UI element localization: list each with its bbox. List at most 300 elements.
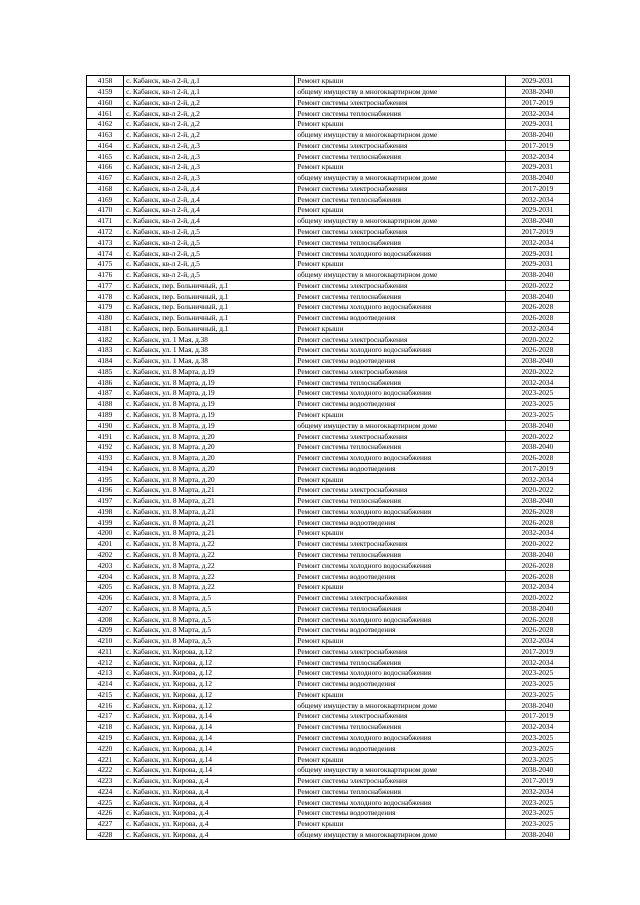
period-cell: 2026-2028 [505, 302, 569, 313]
period-cell: 2017-2019 [505, 183, 569, 194]
address-cell: с. Кабанск, кв-л 2-й, д.2 [124, 97, 295, 108]
row-number-cell: 4220 [87, 743, 124, 754]
table-row [87, 323, 570, 334]
row-number-cell: 4217 [87, 711, 124, 722]
work-type-cell: Ремонт крыши [295, 689, 505, 700]
work-type-cell: Ремонт системы холодного водоснабжения [295, 560, 505, 571]
row-number-cell: 4201 [87, 538, 124, 549]
period-cell: 2038-2040 [505, 215, 569, 226]
row-number-cell: 4189 [87, 409, 124, 420]
period-cell: 2020-2022 [505, 334, 569, 345]
table-row [87, 388, 570, 399]
table-row [87, 506, 570, 517]
address-cell: с. Кабанск, ул. 8 Марта, д.19 [124, 366, 295, 377]
period-cell: 2038-2040 [505, 829, 569, 840]
period-cell: 2032-2034 [505, 108, 569, 119]
table-row [87, 248, 570, 259]
period-cell: 2017-2019 [505, 97, 569, 108]
table-row [87, 635, 570, 646]
work-type-cell: общему имуществу в многоквартирном доме [295, 829, 505, 840]
work-type-cell: Ремонт крыши [295, 76, 505, 87]
row-number-cell: 4166 [87, 162, 124, 173]
table-row [87, 592, 570, 603]
table-row [87, 732, 570, 743]
period-cell: 2023-2025 [505, 818, 569, 829]
address-cell: с. Кабанск, ул. Кирова, д.4 [124, 775, 295, 786]
row-number-cell: 4208 [87, 614, 124, 625]
period-cell: 2038-2040 [505, 442, 569, 453]
address-cell: с. Кабанск, кв-л 2-й, д.5 [124, 237, 295, 248]
table-row [87, 312, 570, 323]
period-cell: 2038-2040 [505, 495, 569, 506]
table-row [87, 603, 570, 614]
table-row [87, 646, 570, 657]
period-cell: 2038-2040 [505, 269, 569, 280]
work-type-cell: Ремонт крыши [295, 119, 505, 130]
table-row [87, 194, 570, 205]
row-number-cell: 4226 [87, 808, 124, 819]
work-type-cell: Ремонт системы водоотведения [295, 517, 505, 528]
row-number-cell: 4219 [87, 732, 124, 743]
address-cell: с. Кабанск, ул. Кирова, д.14 [124, 732, 295, 743]
work-type-cell: Ремонт системы электроснабжения [295, 592, 505, 603]
address-cell: с. Кабанск, кв-л 2-й, д.3 [124, 162, 295, 173]
table-row [87, 409, 570, 420]
table-row [87, 786, 570, 797]
work-type-cell: Ремонт системы водоотведения [295, 463, 505, 474]
work-type-cell: Ремонт системы теплоснабжения [295, 442, 505, 453]
table-row [87, 259, 570, 270]
address-cell: с. Кабанск, ул. 8 Марта, д.20 [124, 463, 295, 474]
address-cell: с. Кабанск, кв-л 2-й, д.3 [124, 151, 295, 162]
row-number-cell: 4204 [87, 571, 124, 582]
work-type-cell: Ремонт системы холодного водоснабжения [295, 668, 505, 679]
work-type-cell: Ремонт крыши [295, 754, 505, 765]
row-number-cell: 4174 [87, 248, 124, 259]
period-cell: 2026-2028 [505, 312, 569, 323]
work-type-cell: Ремонт системы электроснабжения [295, 97, 505, 108]
address-cell: с. Кабанск, кв-л 2-й, д.5 [124, 226, 295, 237]
address-cell: с. Кабанск, ул. 8 Марта, д.20 [124, 452, 295, 463]
address-cell: с. Кабанск, ул. Кирова, д.12 [124, 700, 295, 711]
table-row [87, 129, 570, 140]
address-cell: с. Кабанск, кв-л 2-й, д.5 [124, 248, 295, 259]
period-cell: 2020-2022 [505, 431, 569, 442]
period-cell: 2038-2040 [505, 172, 569, 183]
work-type-cell: Ремонт крыши [295, 474, 505, 485]
work-type-cell: Ремонт крыши [295, 635, 505, 646]
row-number-cell: 4183 [87, 345, 124, 356]
row-number-cell: 4211 [87, 646, 124, 657]
address-cell: с. Кабанск, ул. Кирова, д.14 [124, 754, 295, 765]
work-type-cell: Ремонт системы холодного водоснабжения [295, 345, 505, 356]
period-cell: 2029-2031 [505, 76, 569, 87]
period-cell: 2020-2022 [505, 280, 569, 291]
period-cell: 2026-2028 [505, 614, 569, 625]
row-number-cell: 4172 [87, 226, 124, 237]
address-cell: с. Кабанск, ул. 8 Марта, д.22 [124, 571, 295, 582]
table-row [87, 560, 570, 571]
row-number-cell: 4213 [87, 668, 124, 679]
row-number-cell: 4227 [87, 818, 124, 829]
period-cell: 2032-2034 [505, 377, 569, 388]
table-row [87, 442, 570, 453]
address-cell: с. Кабанск, ул. 8 Марта, д.19 [124, 388, 295, 399]
row-number-cell: 4203 [87, 560, 124, 571]
table-row [87, 366, 570, 377]
table-row [87, 226, 570, 237]
table-row [87, 700, 570, 711]
work-type-cell: Ремонт системы теплоснабжения [295, 603, 505, 614]
period-cell: 2029-2031 [505, 248, 569, 259]
period-cell: 2038-2040 [505, 129, 569, 140]
period-cell: 2032-2034 [505, 657, 569, 668]
row-number-cell: 4178 [87, 291, 124, 302]
address-cell: с. Кабанск, кв-л 2-й, д.2 [124, 119, 295, 130]
work-type-cell: общему имуществу в многоквартирном доме [295, 129, 505, 140]
work-type-cell: Ремонт системы водоотведения [295, 312, 505, 323]
work-type-cell: Ремонт системы холодного водоснабжения [295, 388, 505, 399]
work-type-cell: Ремонт системы холодного водоснабжения [295, 614, 505, 625]
table-row [87, 668, 570, 679]
address-cell: с. Кабанск, ул. 8 Марта, д.5 [124, 625, 295, 636]
table-row [87, 108, 570, 119]
row-number-cell: 4180 [87, 312, 124, 323]
address-cell: с. Кабанск, ул. 8 Марта, д.21 [124, 528, 295, 539]
work-type-cell: Ремонт системы электроснабжения [295, 334, 505, 345]
period-cell: 2038-2040 [505, 86, 569, 97]
address-cell: с. Кабанск, кв-л 2-й, д.4 [124, 183, 295, 194]
row-number-cell: 4170 [87, 205, 124, 216]
period-cell: 2032-2034 [505, 323, 569, 334]
table-row [87, 657, 570, 668]
work-type-cell: Ремонт крыши [295, 259, 505, 270]
row-number-cell: 4161 [87, 108, 124, 119]
row-number-cell: 4207 [87, 603, 124, 614]
work-type-cell: Ремонт крыши [295, 323, 505, 334]
row-number-cell: 4167 [87, 172, 124, 183]
table-row [87, 797, 570, 808]
work-type-cell: Ремонт системы теплоснабжения [295, 495, 505, 506]
table-row [87, 162, 570, 173]
address-cell: с. Кабанск, кв-л 2-й, д.2 [124, 129, 295, 140]
address-cell: с. Кабанск, ул. 8 Марта, д.21 [124, 517, 295, 528]
work-type-cell: Ремонт системы теплоснабжения [295, 377, 505, 388]
row-number-cell: 4188 [87, 398, 124, 409]
table-row [87, 183, 570, 194]
table-row [87, 269, 570, 280]
period-cell: 2023-2025 [505, 678, 569, 689]
work-type-cell: Ремонт системы холодного водоснабжения [295, 732, 505, 743]
row-number-cell: 4175 [87, 259, 124, 270]
row-number-cell: 4186 [87, 377, 124, 388]
address-cell: с. Кабанск, ул. 8 Марта, д.20 [124, 474, 295, 485]
work-type-cell: Ремонт системы холодного водоснабжения [295, 248, 505, 259]
work-type-cell: Ремонт системы электроснабжения [295, 485, 505, 496]
row-number-cell: 4224 [87, 786, 124, 797]
row-number-cell: 4190 [87, 420, 124, 431]
address-cell: с. Кабанск, пер. Больничный, д.1 [124, 312, 295, 323]
row-number-cell: 4191 [87, 431, 124, 442]
period-cell: 2032-2034 [505, 581, 569, 592]
table-row [87, 237, 570, 248]
row-number-cell: 4182 [87, 334, 124, 345]
address-cell: с. Кабанск, ул. Кирова, д.12 [124, 657, 295, 668]
table-row [87, 754, 570, 765]
address-cell: с. Кабанск, ул. Кирова, д.12 [124, 668, 295, 679]
table-row [87, 485, 570, 496]
work-type-cell: Ремонт системы водоотведения [295, 743, 505, 754]
table-row [87, 818, 570, 829]
period-cell: 2032-2034 [505, 474, 569, 485]
period-cell: 2020-2022 [505, 366, 569, 377]
work-type-cell: Ремонт крыши [295, 581, 505, 592]
address-cell: с. Кабанск, кв-л 2-й, д.2 [124, 108, 295, 119]
table-row [87, 538, 570, 549]
work-type-cell: Ремонт системы теплоснабжения [295, 291, 505, 302]
row-number-cell: 4202 [87, 549, 124, 560]
period-cell: 2017-2019 [505, 226, 569, 237]
address-cell: с. Кабанск, пер. Больничный, д.1 [124, 280, 295, 291]
row-number-cell: 4216 [87, 700, 124, 711]
address-cell: с. Кабанск, кв-л 2-й, д.1 [124, 86, 295, 97]
table-row [87, 829, 570, 840]
row-number-cell: 4184 [87, 355, 124, 366]
table-row [87, 463, 570, 474]
table-row [87, 581, 570, 592]
work-type-cell: Ремонт крыши [295, 205, 505, 216]
address-cell: с. Кабанск, кв-л 2-й, д.4 [124, 215, 295, 226]
row-number-cell: 4222 [87, 765, 124, 776]
address-cell: с. Кабанск, ул. 8 Марта, д.22 [124, 560, 295, 571]
work-type-cell: Ремонт системы водоотведения [295, 625, 505, 636]
row-number-cell: 4199 [87, 517, 124, 528]
period-cell: 2026-2028 [505, 517, 569, 528]
table-row [87, 517, 570, 528]
work-type-cell: Ремонт крыши [295, 162, 505, 173]
address-cell: с. Кабанск, кв-л 2-й, д.4 [124, 205, 295, 216]
work-type-cell: Ремонт системы электроснабжения [295, 431, 505, 442]
table-row [87, 452, 570, 463]
row-number-cell: 4173 [87, 237, 124, 248]
address-cell: с. Кабанск, ул. 8 Марта, д.5 [124, 635, 295, 646]
period-cell: 2032-2034 [505, 528, 569, 539]
table-row [87, 291, 570, 302]
address-cell: с. Кабанск, ул. Кирова, д.4 [124, 829, 295, 840]
table-row [87, 689, 570, 700]
work-type-cell: Ремонт системы электроснабжения [295, 280, 505, 291]
row-number-cell: 4225 [87, 797, 124, 808]
row-number-cell: 4228 [87, 829, 124, 840]
table-row [87, 571, 570, 582]
period-cell: 2020-2022 [505, 485, 569, 496]
row-number-cell: 4218 [87, 721, 124, 732]
period-cell: 2017-2019 [505, 775, 569, 786]
work-type-cell: Ремонт системы водоотведения [295, 678, 505, 689]
address-cell: с. Кабанск, ул. 8 Марта, д.22 [124, 538, 295, 549]
address-cell: с. Кабанск, пер. Больничный, д.1 [124, 302, 295, 313]
period-cell: 2023-2025 [505, 797, 569, 808]
table-row [87, 140, 570, 151]
work-type-cell: Ремонт крыши [295, 528, 505, 539]
work-type-cell: общему имуществу в многоквартирном доме [295, 215, 505, 226]
period-cell: 2020-2022 [505, 592, 569, 603]
address-cell: с. Кабанск, ул. 1 Мая, д.38 [124, 355, 295, 366]
period-cell: 2032-2034 [505, 194, 569, 205]
table-row [87, 474, 570, 485]
table-row [87, 345, 570, 356]
address-cell: с. Кабанск, ул. 8 Марта, д.21 [124, 485, 295, 496]
address-cell: с. Кабанск, ул. 8 Марта, д.22 [124, 581, 295, 592]
work-type-cell: общему имуществу в многоквартирном доме [295, 700, 505, 711]
work-type-cell: Ремонт системы водоотведения [295, 398, 505, 409]
period-cell: 2023-2025 [505, 668, 569, 679]
work-type-cell: Ремонт системы теплоснабжения [295, 786, 505, 797]
address-cell: с. Кабанск, ул. Кирова, д.12 [124, 678, 295, 689]
row-number-cell: 4209 [87, 625, 124, 636]
table-row [87, 528, 570, 539]
period-cell: 2023-2025 [505, 409, 569, 420]
work-type-cell: Ремонт крыши [295, 818, 505, 829]
table-row [87, 775, 570, 786]
table-row [87, 334, 570, 345]
row-number-cell: 4187 [87, 388, 124, 399]
row-number-cell: 4181 [87, 323, 124, 334]
period-cell: 2038-2040 [505, 549, 569, 560]
work-type-cell: общему имуществу в многоквартирном доме [295, 765, 505, 776]
row-number-cell: 4169 [87, 194, 124, 205]
row-number-cell: 4200 [87, 528, 124, 539]
row-number-cell: 4177 [87, 280, 124, 291]
work-type-cell: общему имуществу в многоквартирном доме [295, 172, 505, 183]
address-cell: с. Кабанск, ул. Кирова, д.14 [124, 743, 295, 754]
work-type-cell: Ремонт системы холодного водоснабжения [295, 506, 505, 517]
table-row [87, 97, 570, 108]
table-row [87, 280, 570, 291]
period-cell: 2038-2040 [505, 765, 569, 776]
row-number-cell: 4197 [87, 495, 124, 506]
row-number-cell: 4164 [87, 140, 124, 151]
work-type-cell: Ремонт системы водоотведения [295, 808, 505, 819]
table-row [87, 377, 570, 388]
work-type-cell: Ремонт системы теплоснабжения [295, 237, 505, 248]
row-number-cell: 4214 [87, 678, 124, 689]
address-cell: с. Кабанск, ул. 8 Марта, д.19 [124, 377, 295, 388]
work-type-cell: Ремонт системы электроснабжения [295, 775, 505, 786]
row-number-cell: 4165 [87, 151, 124, 162]
address-cell: с. Кабанск, ул. Кирова, д.4 [124, 818, 295, 829]
period-cell: 2032-2034 [505, 786, 569, 797]
row-number-cell: 4162 [87, 119, 124, 130]
work-type-cell: Ремонт системы теплоснабжения [295, 721, 505, 732]
address-cell: с. Кабанск, кв-л 2-й, д.4 [124, 194, 295, 205]
work-type-cell: Ремонт системы электроснабжения [295, 646, 505, 657]
address-cell: с. Кабанск, ул. 8 Марта, д.19 [124, 398, 295, 409]
row-number-cell: 4163 [87, 129, 124, 140]
work-type-cell: Ремонт системы теплоснабжения [295, 194, 505, 205]
period-cell: 2029-2031 [505, 205, 569, 216]
address-cell: с. Кабанск, пер. Больничный, д.1 [124, 291, 295, 302]
work-type-cell: Ремонт системы электроснабжения [295, 226, 505, 237]
period-cell: 2017-2019 [505, 711, 569, 722]
work-type-cell: Ремонт крыши [295, 409, 505, 420]
row-number-cell: 4193 [87, 452, 124, 463]
row-number-cell: 4215 [87, 689, 124, 700]
address-cell: с. Кабанск, ул. Кирова, д.14 [124, 711, 295, 722]
row-number-cell: 4168 [87, 183, 124, 194]
address-cell: с. Кабанск, ул. Кирова, д.14 [124, 721, 295, 732]
table-row [87, 86, 570, 97]
row-number-cell: 4159 [87, 86, 124, 97]
table-row [87, 765, 570, 776]
period-cell: 2038-2040 [505, 355, 569, 366]
period-cell: 2038-2040 [505, 603, 569, 614]
address-cell: с. Кабанск, ул. Кирова, д.4 [124, 797, 295, 808]
address-cell: с. Кабанск, ул. 8 Марта, д.5 [124, 614, 295, 625]
address-cell: с. Кабанск, ул. 8 Марта, д.22 [124, 549, 295, 560]
table-row [87, 549, 570, 560]
table-row [87, 678, 570, 689]
address-cell: с. Кабанск, ул. 8 Марта, д.19 [124, 409, 295, 420]
address-cell: с. Кабанск, ул. Кирова, д.12 [124, 689, 295, 700]
period-cell: 2038-2040 [505, 291, 569, 302]
table-row [87, 420, 570, 431]
table-row [87, 398, 570, 409]
period-cell: 2026-2028 [505, 506, 569, 517]
period-cell: 2023-2025 [505, 754, 569, 765]
row-number-cell: 4221 [87, 754, 124, 765]
address-cell: с. Кабанск, ул. Кирова, д.4 [124, 808, 295, 819]
work-type-cell: Ремонт системы теплоснабжения [295, 108, 505, 119]
period-cell: 2029-2031 [505, 259, 569, 270]
work-type-cell: Ремонт системы электроснабжения [295, 366, 505, 377]
row-number-cell: 4171 [87, 215, 124, 226]
table-row [87, 215, 570, 226]
repair-schedule-table [86, 75, 570, 840]
table-row [87, 711, 570, 722]
table-row [87, 172, 570, 183]
period-cell: 2026-2028 [505, 625, 569, 636]
row-number-cell: 4185 [87, 366, 124, 377]
table-row [87, 151, 570, 162]
address-cell: с. Кабанск, кв-л 2-й, д.3 [124, 172, 295, 183]
row-number-cell: 4195 [87, 474, 124, 485]
table-row [87, 808, 570, 819]
address-cell: с. Кабанск, ул. 8 Марта, д.19 [124, 420, 295, 431]
period-cell: 2017-2019 [505, 140, 569, 151]
table-row [87, 355, 570, 366]
period-cell: 2017-2019 [505, 646, 569, 657]
address-cell: с. Кабанск, ул. 8 Марта, д.5 [124, 603, 295, 614]
table-row [87, 614, 570, 625]
period-cell: 2017-2019 [505, 463, 569, 474]
work-type-cell: Ремонт системы электроснабжения [295, 183, 505, 194]
work-type-cell: Ремонт системы холодного водоснабжения [295, 302, 505, 313]
table-row [87, 495, 570, 506]
period-cell: 2023-2025 [505, 808, 569, 819]
address-cell: с. Кабанск, кв-л 2-й, д.5 [124, 259, 295, 270]
address-cell: с. Кабанск, ул. 8 Марта, д.21 [124, 506, 295, 517]
address-cell: с. Кабанск, ул. Кирова, д.12 [124, 646, 295, 657]
work-type-cell: Ремонт системы электроснабжения [295, 711, 505, 722]
row-number-cell: 4210 [87, 635, 124, 646]
address-cell: с. Кабанск, пер. Больничный, д.1 [124, 323, 295, 334]
period-cell: 2032-2034 [505, 151, 569, 162]
row-number-cell: 4223 [87, 775, 124, 786]
table-row [87, 76, 570, 87]
period-cell: 2038-2040 [505, 700, 569, 711]
period-cell: 2029-2031 [505, 162, 569, 173]
